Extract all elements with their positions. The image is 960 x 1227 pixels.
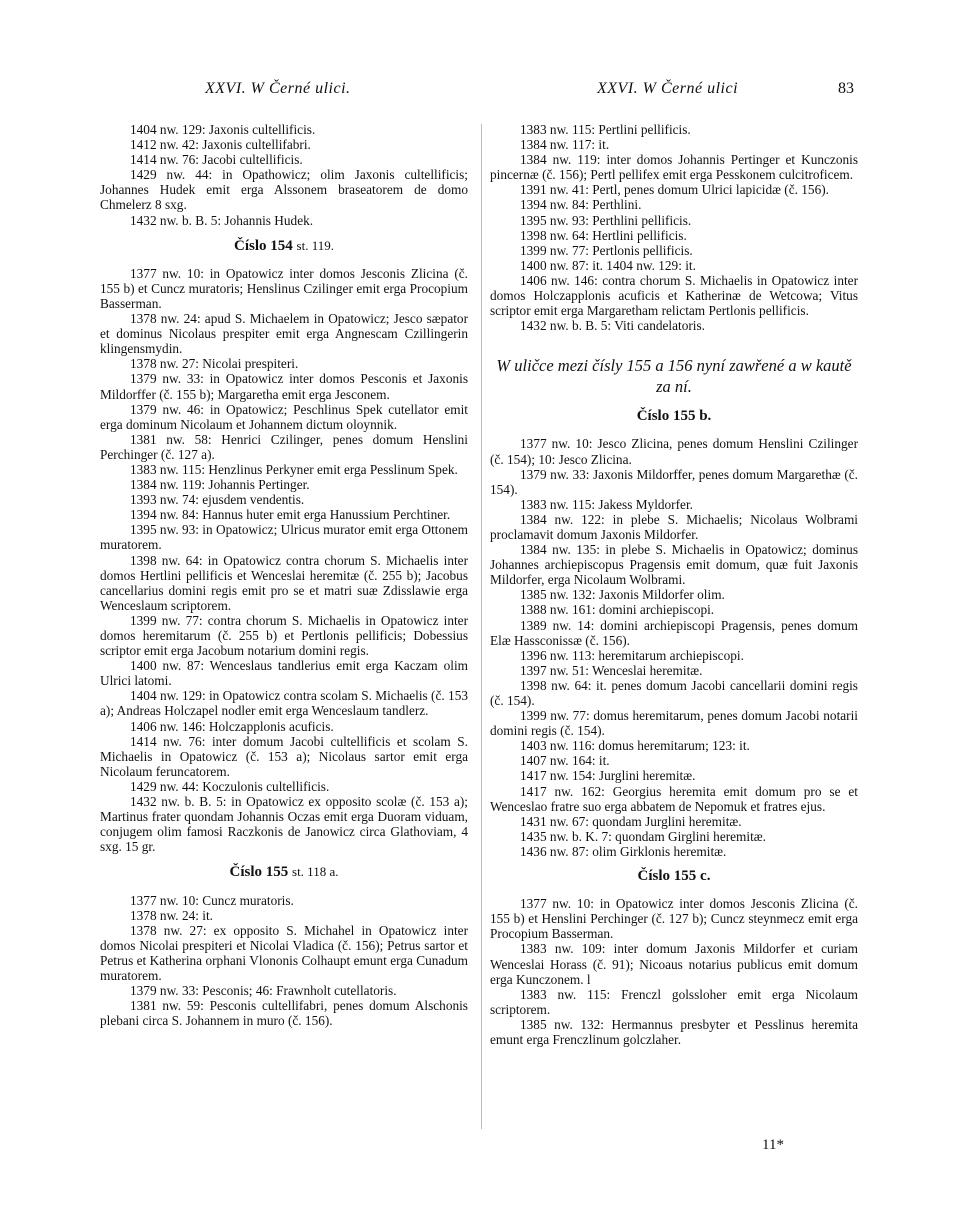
entry-paragraph: 1398 nw. 64: it. penes domum Jacobi cancellarii domini regis (č. 154). — [490, 677, 858, 708]
entry-paragraph: 1404 nw. 129: Jaxonis cultellificis. — [130, 122, 316, 137]
entry-paragraph: 1381 nw. 59: Pesconis cultellifabri, penes domum Alschonis plebani circa S. Johannem in muro (č. 156). — [100, 998, 468, 1029]
entry-paragraph: 1399 nw. 77: domus heremitarum, penes domum Jacobi notarii domini regis (č. 154). — [490, 708, 858, 739]
house-number-heading — [100, 238, 468, 254]
entry-paragraph: 1397 nw. 51: Wenceslai heremitæ. — [520, 662, 703, 678]
right-column — [490, 122, 858, 1047]
entry-paragraph: 1381 nw. 58: Henrici Czilinger, penes domum Henslini Perchinger (č. 127 a). — [100, 431, 468, 462]
entry-paragraph: 1378 nw. 27: ex opposito S. Michahel in Opatowicz inter domos Nicolai prespiteri et Nicolai Vladica (č. 156); Petrus sartor et Petrus et Katherina orphani Vlononis Colhaupt emunt erga Cunadum muratorem. — [100, 922, 468, 983]
entry-paragraph: 1431 nw. 67: quondam Jurglini heremitæ. — [520, 813, 742, 829]
entry-paragraph: 1389 nw. 14: domini archiepiscopi Pragensis, penes domum Elæ Hassconissæ (č. 156). — [490, 617, 858, 648]
entry-paragraph: 1385 nw. 132: Hermannus presbyter et Pesslinus heremita emunt erga Frenczlinum golczlaher. — [490, 1016, 858, 1047]
heading-subtitle: st. 118 a. — [292, 864, 339, 880]
entry-paragraph: 1391 nw. 41: Pertl, penes domum Ulrici lapicidæ (č. 156). — [520, 182, 829, 198]
entry-paragraph: 1384 nw. 135: in plebe S. Michaelis in Opatowicz; dominus Johannes archiepiscopus Pragensis emit domum, quæ fuit Jaxonis Mildorfer, erga Nicolaum Wolbrami. — [490, 542, 858, 588]
entry-paragraph: 1394 nw. 84: Hannus huter emit erga Hanussium Perchtiner. — [130, 507, 451, 523]
entry-paragraph: 1379 nw. 33: Pesconis; 46: Frawnholt cutellatoris. — [130, 983, 397, 999]
entry-paragraph: 1399 nw. 77: contra chorum S. Michaelis in Opatowicz inter domos heremitarum (č. 255 b) et Pertlonis pellificis; Dobessius scriptor emit erga Jacobum notarium domini regis. — [100, 612, 468, 659]
entry-paragraph: 1395 nw. 93: Perthlini pellificis. — [520, 212, 692, 228]
entry-paragraph: 1436 nw. 87: olim Girklonis heremitæ. — [520, 843, 727, 859]
heading-title: Číslo 155 b. — [636, 408, 712, 425]
house-number-heading — [490, 869, 858, 884]
entry-paragraph: 1429 nw. 44: Koczulonis cultellificis. — [130, 778, 330, 794]
entry-paragraph: 1400 nw. 87: Wenceslaus tandlerius emit erga Kaczam olim Ulrici latomi. — [100, 658, 468, 689]
sheet-signature: 11* — [762, 1137, 784, 1153]
entry-paragraph: 1417 nw. 154: Jurglini heremitæ. — [520, 768, 696, 784]
entry-paragraph: 1377 nw. 10: in Opatowicz inter domos Jesconis Zlicina (č. 155 b) et Cuncz muratoris; Henslinus Czilinger emit erga Procopium Basserman. — [100, 265, 468, 311]
entry-paragraph: 1432 nw. b. B. 5: Viti candelatoris. — [520, 318, 705, 334]
entry-paragraph: 1398 nw. 64: Hertlini pellificis. — [520, 227, 687, 243]
entry-paragraph: 1400 nw. 87: it. 1404 nw. 129: it. — [520, 257, 696, 273]
entry-paragraph: 1385 nw. 132: Jaxonis Mildorfer olim. — [520, 587, 725, 603]
entry-paragraph: 1388 nw. 161: domini archiepiscopi. — [520, 602, 715, 618]
column-divider — [481, 124, 482, 1129]
entry-paragraph: 1378 nw. 27: Nicolai prespiteri. — [130, 356, 299, 372]
heading-title: Číslo 155 — [229, 864, 289, 881]
left-column — [100, 122, 468, 1028]
page-number: 83 — [838, 80, 854, 97]
house-number-heading — [100, 864, 468, 880]
entry-paragraph: 1432 nw. b. B. 5: in Opatowicz ex opposito scolæ (č. 153 a); Martinus frater quondam Johannis Oczas emit erga Duoram viduam, conjugem olim famosi Raczkonis de Janowicz circa Glathoviam, 4 sxg. 15 gr. — [100, 794, 468, 855]
house-number-heading — [490, 409, 858, 424]
entry-paragraph: 1435 nw. b. K. 7: quondam Girglini heremitæ. — [520, 828, 766, 844]
entry-paragraph: 1412 nw. 42: Jaxonis cultellifabri. — [130, 137, 311, 153]
entry-paragraph: 1383 nw. 109: inter domum Jaxonis Mildorfer et curiam Wenceslai Horass (č. 91); Nicoaus notarius publicus emit domum erga Kunczonem. l — [490, 941, 858, 987]
section-title: W uličce mezi čísly 155 a 156 nyní zawřené a w kautě za ní. — [496, 356, 852, 397]
entry-paragraph: 1378 nw. 24: apud S. Michaelem in Opatowicz; Jesco sæpator et dominus Nicolaus prespiter emit erga Angnescam Czillingerin klingensmydin. — [100, 311, 468, 357]
entry-paragraph: 1383 nw. 115: Jakess Myldorfer. — [520, 496, 693, 512]
entry-paragraph: 1432 nw. b. B. 5: Johannis Hudek. — [130, 212, 314, 228]
page-header-right: XXVI. W Černé ulici — [597, 80, 739, 97]
entry-paragraph: 1383 nw. 115: Henzlinus Perkyner emit erga Pesslinum Spek. — [130, 461, 458, 477]
entry-paragraph: 1384 nw. 119: Johannis Pertinger. — [130, 477, 310, 493]
entry-paragraph: 1429 nw. 44: in Opathowicz; olim Jaxonis cultellificis; Johannes Hudek emit erga Alssonem braseatorem de domo Chmelerz 8 sxg. — [100, 167, 468, 213]
entry-paragraph: 1406 nw. 146: Holczapplonis acuficis. — [130, 718, 334, 734]
entry-paragraph: 1379 nw. 46: in Opatowicz; Peschlinus Spek cutellator emit erga dominum Nicolaum et Johannem dictum oloynnik. — [100, 401, 468, 432]
entry-paragraph: 1377 nw. 10: Jesco Zlicina, penes domum Henslini Czilinger (č. 154); 10: Jesco Zlicina. — [490, 436, 858, 467]
entry-paragraph: 1377 nw. 10: in Opatowicz inter domos Jesconis Zlicina (č. 155 b) et Henslini Perchinger (č. 127 b); Cuncz steynmecz emit erga Procopium Basserman. — [490, 896, 858, 942]
entry-paragraph: 1384 nw. 117: it. — [520, 137, 610, 153]
entry-paragraph: 1394 nw. 84: Perthlini. — [520, 197, 642, 213]
entry-paragraph: 1414 nw. 76: Jacobi cultellificis. — [130, 152, 303, 168]
entry-paragraph: 1379 nw. 33: in Opatowicz inter domos Pesconis et Jaxonis Mildorffer (č. 155 b); Margaretha emit erga Jesconem. — [100, 371, 468, 402]
entry-paragraph: 1399 nw. 77: Pertlonis pellificis. — [520, 242, 693, 258]
entry-paragraph: 1378 nw. 24: it. — [130, 907, 213, 923]
entry-paragraph: 1417 nw. 162: Georgius heremita emit domum pro se et Wenceslao fratre suo erga abbatem de Nepomuk et fratres ejus. — [490, 783, 858, 814]
entry-paragraph: 1393 nw. 74: ejusdem vendentis. — [130, 492, 305, 508]
entry-paragraph: 1414 nw. 76: inter domum Jacobi cultellificis et scolam S. Michaelis in Opatowicz (č. 153 a); Nicolaus sartor emit erga Nicolaum feruncatorem. — [100, 733, 468, 779]
heading-title: Číslo 154 — [234, 237, 293, 254]
entry-paragraph: 1396 nw. 113: heremitarum archiepiscopi. — [520, 647, 744, 663]
entry-paragraph: 1379 nw. 33: Jaxonis Mildorffer, penes domum Margarethæ (č. 154). — [490, 466, 858, 497]
entry-paragraph: 1407 nw. 164: it. — [520, 753, 610, 769]
entry-paragraph: 1406 nw. 146: contra chorum S. Michaelis in Opatowicz inter domos Holczapplonis acuficis et Katherinæ de Wetcowa; Vitus scriptor emit erga Margaretham relictam Pertlonis pellificis. — [490, 272, 858, 319]
entry-paragraph: 1398 nw. 64: in Opatowicz contra chorum S. Michaelis inter domos Hertlini pellificis et Wenceslai heremitæ (č. 255 b); Jacobus cancellarius domini regis emit pro se et matri suæ Zdisslawie erga Wenceslaum scriptorem. — [100, 552, 468, 613]
entry-paragraph: 1403 nw. 116: domus heremitarum; 123: it. — [520, 738, 750, 754]
page-header-left: XXVI. W Černé ulici. — [205, 80, 351, 97]
heading-subtitle: st. 119. — [296, 237, 334, 253]
entry-paragraph: 1384 nw. 119: inter domos Johannis Pertinger et Kunczonis pincernæ (č. 156); Pertl pellifex emit erga Pesskonem culcitroficem. — [490, 152, 858, 183]
entry-paragraph: 1384 nw. 122: in plebe S. Michaelis; Nicolaus Wolbrami proclamavit domum Jaxonis Mildorfer. — [490, 511, 858, 542]
entry-paragraph: 1377 nw. 10: Cuncz muratoris. — [130, 892, 294, 908]
entry-paragraph: 1395 nw. 93: in Opatowicz; Ulricus murator emit erga Ottonem muratorem. — [100, 522, 468, 553]
entry-paragraph: 1383 nw. 115: Frenczl golssloher emit erga Nicolaum scriptorem. — [490, 986, 858, 1017]
entry-paragraph: 1404 nw. 129: in Opatowicz contra scolam S. Michaelis (č. 153 a); Andreas Holczapel nodler emit erga Wenceslaum tandlerz. — [100, 688, 468, 719]
heading-title: Číslo 155 c. — [637, 868, 711, 885]
entry-paragraph: 1383 nw. 115: Pertlini pellificis. — [520, 122, 691, 137]
